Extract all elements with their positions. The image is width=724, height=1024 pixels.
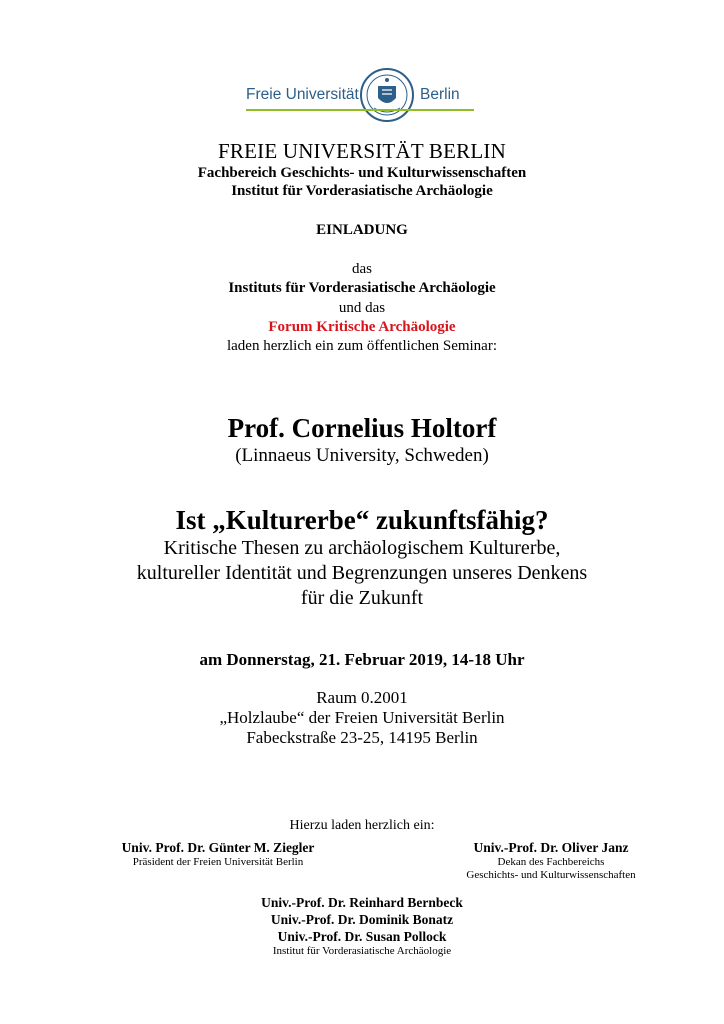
host-right (438, 840, 664, 882)
logo-text-left: Freie Universität (246, 86, 359, 103)
event-building: „Holzlaube“ der Freien Universität Berlin (219, 708, 505, 727)
talk-title: Ist „Kulturerbe“ zukunftsfähig? (175, 505, 549, 535)
invitation-forum: Forum Kritische Archäologie (268, 319, 456, 335)
institute-name: Institut für Vorderasiatische Archäologie (231, 183, 493, 199)
event-room: Raum 0.2001 (316, 688, 408, 707)
invitation-seminar-line: laden herzlich ein zum öffentlichen Seminar: (226, 338, 498, 354)
invitation-line-das: das (352, 261, 372, 277)
event-date: am Donnerstag, 21. Februar 2019, 14-18 Uhr (199, 650, 525, 669)
department-name: Fachbereich Geschichts- und Kulturwissenschaften (197, 165, 527, 181)
invitation-heading: EINLADUNG (316, 222, 408, 238)
host-center-name-3: Univ.-Prof. Dr. Susan Pollock (277, 929, 447, 944)
talk-subtitle-line-1: Kritische Thesen zu archäologischem Kulturerbe, (163, 537, 561, 559)
speaker-affiliation: (Linnaeus University, Schweden) (235, 445, 489, 466)
invitation-institute: Instituts für Vorderasiatische Archäologie (228, 280, 496, 296)
speaker-name: Prof. Cornelius Holtorf (227, 413, 497, 443)
host-right-role-2: Geschichts- und Kulturwissenschaften (466, 869, 636, 881)
event-address: Fabeckstraße 23-25, 14195 Berlin (246, 728, 478, 747)
host-left-role: Präsident der Freien Universität Berlin (132, 856, 304, 868)
talk-subtitle-line-3: für die Zukunft (300, 587, 424, 609)
hosts-intro: Hierzu laden herzlich ein: (289, 818, 435, 833)
host-center-name-1: Univ.-Prof. Dr. Reinhard Bernbeck (261, 895, 463, 910)
host-left-name: Univ. Prof. Dr. Günter M. Ziegler (121, 840, 315, 855)
logo-text-right: Berlin (420, 86, 460, 103)
host-right-role-1: Dekan des Fachbereichs (497, 856, 605, 868)
host-right-name: Univ.-Prof. Dr. Oliver Janz (473, 840, 629, 855)
university-seal-icon (360, 68, 414, 122)
host-center-role: Institut für Vorderasiatische Archäologie (272, 945, 452, 957)
fu-berlin-logo (246, 62, 478, 132)
host-center-name-2: Univ.-Prof. Dr. Dominik Bonatz (270, 912, 454, 927)
logo-underline (246, 109, 474, 111)
host-left (88, 840, 348, 869)
university-name: FREIE UNIVERSITÄT BERLIN (218, 139, 506, 163)
talk-subtitle-line-2: kultureller Identität und Begrenzungen unseres Denkens (136, 562, 588, 584)
host-center (0, 894, 724, 958)
invitation-line-und-das: und das (338, 300, 386, 316)
